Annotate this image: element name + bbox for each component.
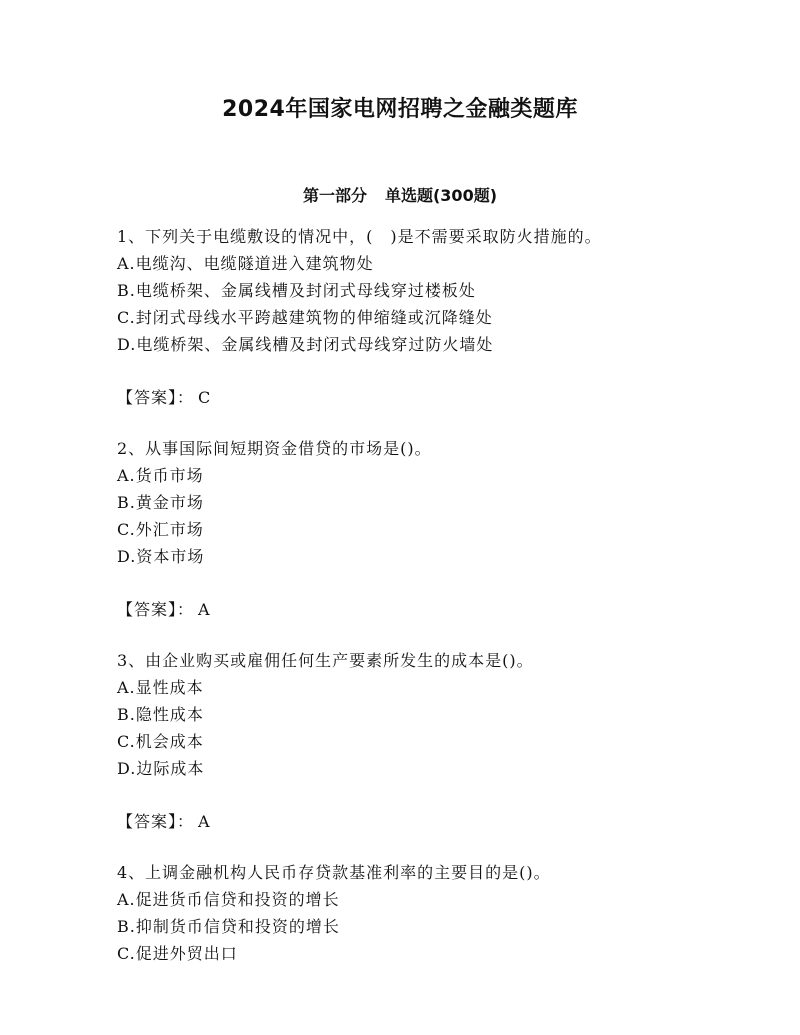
option-c: C.封闭式母线水平跨越建筑物的伸缩缝或沉降缝处 bbox=[117, 308, 493, 327]
question-stem: 3、由企业购买或雇佣任何生产要素所发生的成本是()。 bbox=[117, 651, 534, 670]
question-item bbox=[117, 435, 757, 623]
option-d: D.资本市场 bbox=[117, 547, 205, 566]
section-heading: 单选题(300题) bbox=[384, 186, 498, 205]
question-stem: 1、下列关于电缆敷设的情况中，( )是不需要采取防火措施的。 bbox=[117, 227, 602, 246]
option-c: C.机会成本 bbox=[117, 732, 204, 751]
option-b: B.电缆桥架、金属线槽及封闭式母线穿过楼板处 bbox=[117, 281, 476, 300]
option-d: D.边际成本 bbox=[117, 759, 205, 778]
answer-label: 【答案】： bbox=[117, 388, 195, 407]
option-a: A.显性成本 bbox=[117, 678, 204, 697]
answer-label: 【答案】： bbox=[117, 812, 195, 831]
answer-value: A bbox=[198, 600, 211, 619]
option-b: B.隐性成本 bbox=[117, 705, 204, 724]
option-a: A.电缆沟、电缆隧道进入建筑物处 bbox=[117, 254, 374, 273]
answer-value: C bbox=[198, 388, 212, 407]
question-item bbox=[117, 647, 757, 835]
option-a: A.促进货币信贷和投资的增长 bbox=[117, 890, 340, 909]
option-d: D.电缆桥架、金属线槽及封闭式母线穿过防火墙处 bbox=[117, 335, 494, 354]
section-name: 第一部分 bbox=[302, 186, 367, 205]
answer-value: A bbox=[198, 812, 211, 831]
option-c: C.促进外贸出口 bbox=[117, 944, 238, 963]
answer-label: 【答案】： bbox=[117, 600, 195, 619]
answer-line bbox=[117, 808, 757, 835]
answer-line bbox=[117, 384, 757, 411]
document-title: 2024年国家电网招聘之金融类题库 bbox=[222, 97, 578, 122]
section-title bbox=[0, 184, 800, 208]
question-stem: 2、从事国际间短期资金借贷的市场是()。 bbox=[117, 439, 432, 458]
question-stem: 4、上调金融机构人民币存贷款基准利率的主要目的是()。 bbox=[117, 863, 551, 882]
option-b: B.抑制货币信贷和投资的增长 bbox=[117, 917, 340, 936]
question-list bbox=[117, 223, 757, 967]
option-b: B.黄金市场 bbox=[117, 493, 204, 512]
option-a: A.货币市场 bbox=[117, 466, 204, 485]
answer-line bbox=[117, 596, 757, 623]
option-c: C.外汇市场 bbox=[117, 520, 204, 539]
question-item bbox=[117, 859, 757, 967]
question-item bbox=[117, 223, 757, 411]
